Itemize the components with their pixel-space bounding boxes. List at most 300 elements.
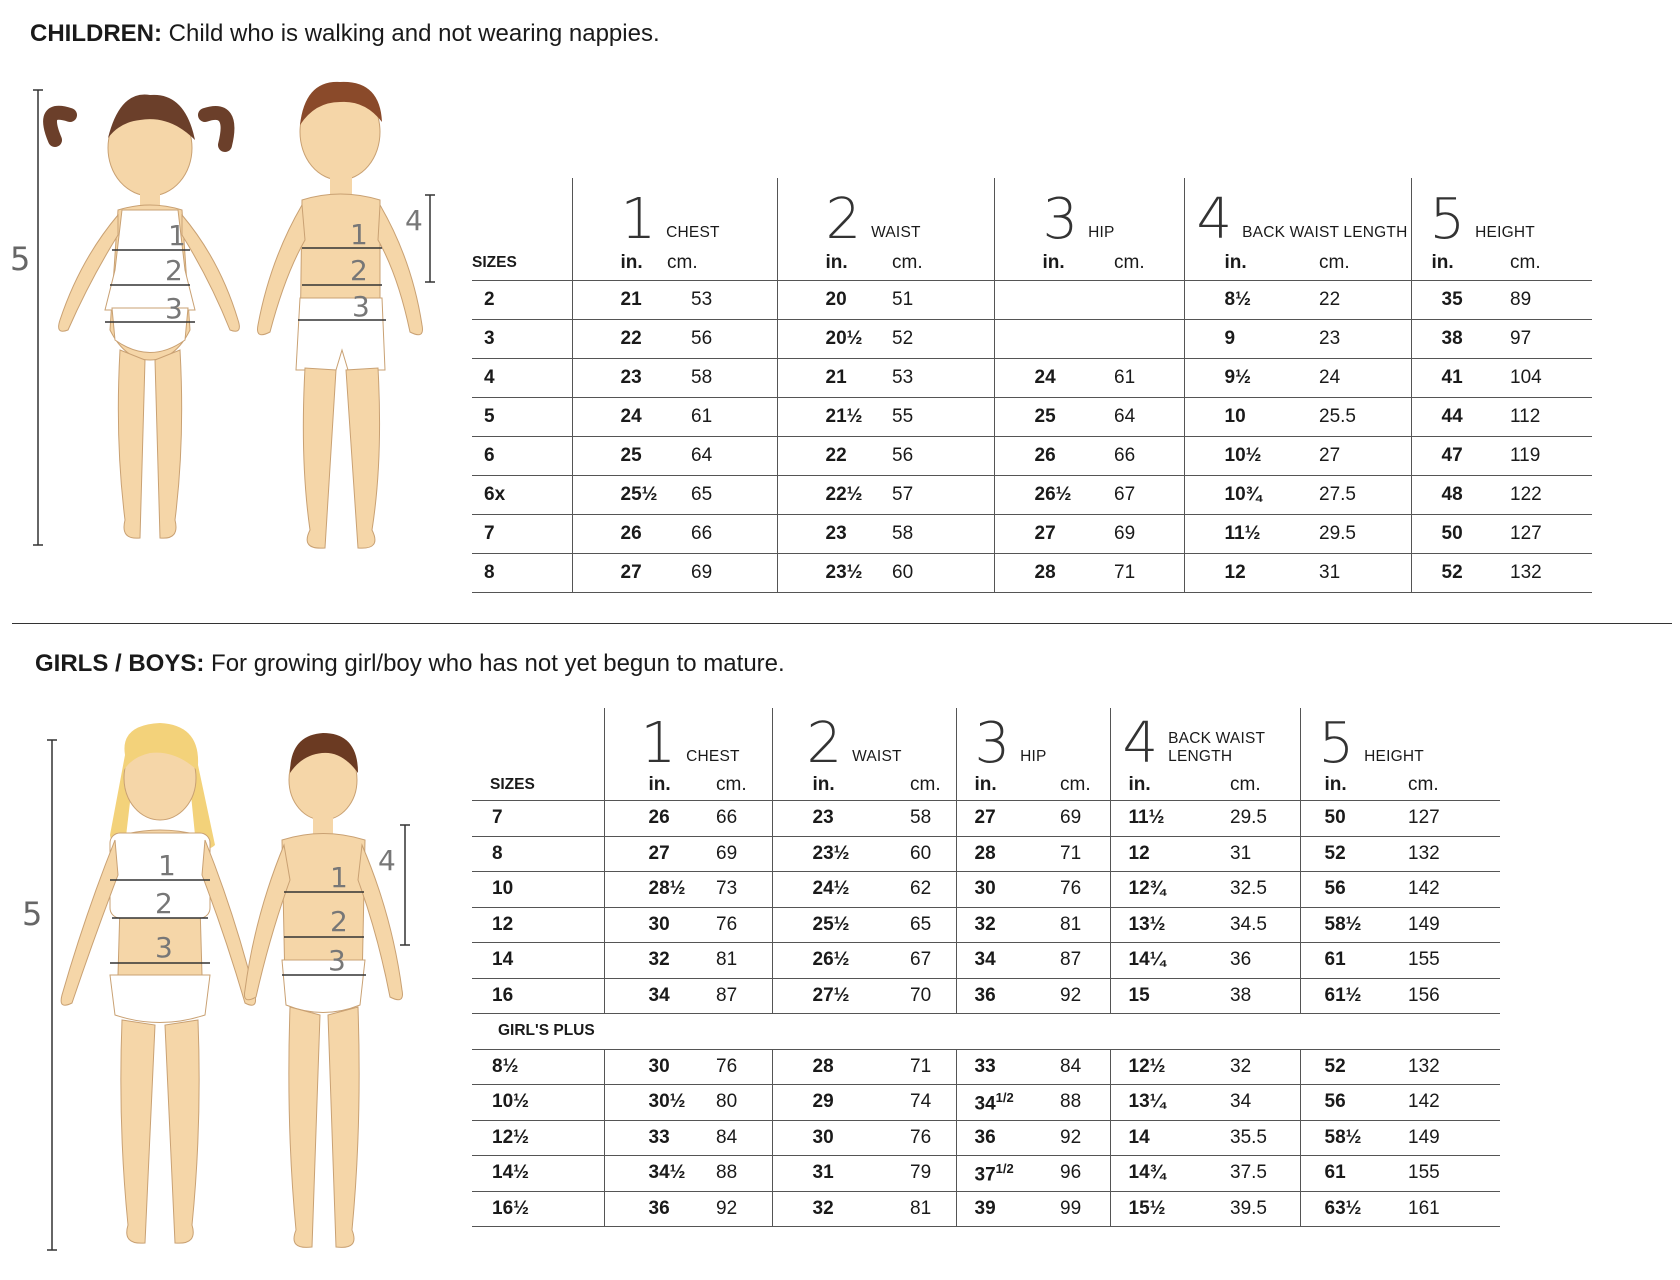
value-in: 12½ bbox=[1110, 1049, 1200, 1085]
measurement-waist: 2 WAIST bbox=[772, 708, 956, 770]
children-table-body bbox=[472, 281, 1592, 593]
value-in: 23 bbox=[572, 359, 667, 398]
value-cm: 55 bbox=[872, 398, 994, 437]
value-in: 13½ bbox=[1110, 907, 1200, 943]
section-title-bold: GIRLS / BOYS: bbox=[35, 650, 205, 677]
unit-cm: cm. bbox=[694, 770, 772, 801]
value-in: 32 bbox=[604, 943, 694, 979]
value-cm: 32.5 bbox=[1200, 872, 1300, 908]
value-in bbox=[994, 320, 1094, 359]
value-cm: 127 bbox=[1390, 801, 1500, 837]
size-cell: 3 bbox=[472, 320, 572, 359]
value-in: 10½ bbox=[1184, 437, 1279, 476]
size-cell: 8 bbox=[472, 554, 572, 593]
value-cm: 84 bbox=[1036, 1049, 1110, 1085]
value-in: 11½ bbox=[1184, 515, 1279, 554]
value-in: 58½ bbox=[1300, 907, 1390, 943]
value-in: 35 bbox=[1411, 281, 1506, 320]
value-in: 32 bbox=[956, 907, 1036, 943]
value-cm: 34 bbox=[1200, 1085, 1300, 1121]
size-cell: 10½ bbox=[472, 1085, 604, 1121]
value-cm: 67 bbox=[862, 943, 956, 979]
value-cm: 92 bbox=[1036, 978, 1110, 1014]
value-in: 24 bbox=[994, 359, 1094, 398]
size-cell: 14½ bbox=[472, 1156, 604, 1192]
unit-in: in. bbox=[777, 246, 872, 281]
unit-cm: cm. bbox=[1390, 770, 1500, 801]
boy-fig-label-2: 2 bbox=[330, 905, 348, 938]
value-in: 34 bbox=[604, 978, 694, 1014]
value-in: 36 bbox=[956, 978, 1036, 1014]
value-cm: 34.5 bbox=[1200, 907, 1300, 943]
unit-in: in. bbox=[1110, 770, 1200, 801]
boy-fig-label-4: 4 bbox=[405, 204, 423, 237]
unit-in: in. bbox=[956, 770, 1036, 801]
size-cell: 12½ bbox=[472, 1120, 604, 1156]
unit-cm: cm. bbox=[1506, 246, 1592, 281]
value-in: 30 bbox=[604, 1049, 694, 1085]
value-in: 12 bbox=[1110, 836, 1200, 872]
unit-cm: cm. bbox=[872, 246, 994, 281]
girls-boys-section bbox=[0, 630, 1680, 1280]
value-in: 44 bbox=[1411, 398, 1506, 437]
value-in: 30 bbox=[772, 1120, 862, 1156]
value-cm: 155 bbox=[1390, 1156, 1500, 1192]
measurement-hip: 3 HIP bbox=[956, 708, 1110, 770]
fig-label-3: 3 bbox=[165, 292, 183, 325]
table-row bbox=[472, 1049, 1500, 1085]
value-cm: 155 bbox=[1390, 943, 1500, 979]
section-title-bold: CHILDREN: bbox=[30, 20, 162, 47]
value-cm: 84 bbox=[694, 1120, 772, 1156]
value-in: 52 bbox=[1411, 554, 1506, 593]
value-cm: 71 bbox=[1094, 554, 1184, 593]
value-cm: 87 bbox=[694, 978, 772, 1014]
value-in: 48 bbox=[1411, 476, 1506, 515]
value-cm: 76 bbox=[862, 1120, 956, 1156]
value-cm: 81 bbox=[694, 943, 772, 979]
measurement-chest: 1 CHEST bbox=[572, 178, 777, 246]
value-in: 26½ bbox=[994, 476, 1094, 515]
boy-fig-label-3: 3 bbox=[352, 290, 370, 323]
unit-in: in. bbox=[1184, 246, 1279, 281]
value-in: 21½ bbox=[777, 398, 872, 437]
unit-cm: cm. bbox=[1094, 246, 1184, 281]
value-cm: 69 bbox=[1036, 801, 1110, 837]
girl-figure bbox=[50, 95, 239, 539]
value-in: 27 bbox=[956, 801, 1036, 837]
value-in: 36 bbox=[956, 1120, 1036, 1156]
unit-in: in. bbox=[572, 246, 667, 281]
unit-in: in. bbox=[994, 246, 1094, 281]
fig-label-2: 2 bbox=[165, 254, 183, 287]
table-row bbox=[472, 476, 1592, 515]
table-row bbox=[472, 281, 1592, 320]
size-cell: 7 bbox=[472, 515, 572, 554]
value-cm: 132 bbox=[1390, 1049, 1500, 1085]
size-cell: 6x bbox=[472, 476, 572, 515]
girls-plus-group-row bbox=[472, 1014, 1500, 1050]
unit-in: in. bbox=[604, 770, 694, 801]
value-cm: 69 bbox=[1094, 515, 1184, 554]
value-cm: 76 bbox=[694, 907, 772, 943]
fig-label-2: 2 bbox=[155, 887, 173, 920]
value-in: 9 bbox=[1184, 320, 1279, 359]
unit-cm: cm. bbox=[1279, 246, 1411, 281]
value-cm: 127 bbox=[1506, 515, 1592, 554]
value-cm: 142 bbox=[1390, 1085, 1500, 1121]
value-in: 41 bbox=[1411, 359, 1506, 398]
children-size-table bbox=[472, 178, 1592, 593]
value-in: $34^{1/2}$ bbox=[956, 1085, 1036, 1121]
size-cell: 8½ bbox=[472, 1049, 604, 1085]
value-in: 14¼ bbox=[1110, 943, 1200, 979]
fig-label-3: 3 bbox=[155, 931, 173, 964]
value-cm: 22 bbox=[1279, 281, 1411, 320]
value-cm: 66 bbox=[1094, 437, 1184, 476]
table-row bbox=[472, 1085, 1500, 1121]
value-cm: 156 bbox=[1390, 978, 1500, 1014]
value-in: 20 bbox=[777, 281, 872, 320]
value-in: 36 bbox=[604, 1191, 694, 1227]
value-cm: 132 bbox=[1390, 836, 1500, 872]
value-cm: 64 bbox=[1094, 398, 1184, 437]
value-in: 22 bbox=[572, 320, 667, 359]
value-cm: 73 bbox=[694, 872, 772, 908]
value-cm: 71 bbox=[1036, 836, 1110, 872]
unit-cm: cm. bbox=[862, 770, 956, 801]
value-cm: 60 bbox=[872, 554, 994, 593]
value-in: 34½ bbox=[604, 1156, 694, 1192]
value-in: 63½ bbox=[1300, 1191, 1390, 1227]
measurement-height: 5 HEIGHT bbox=[1300, 708, 1500, 770]
value-cm: 119 bbox=[1506, 437, 1592, 476]
size-cell: 12 bbox=[472, 907, 604, 943]
value-cm: 31 bbox=[1279, 554, 1411, 593]
value-in: $37^{1/2}$ bbox=[956, 1156, 1036, 1192]
size-cell: 16½ bbox=[472, 1191, 604, 1227]
table-row bbox=[472, 872, 1500, 908]
table-row bbox=[472, 437, 1592, 476]
measurement-back-waist-length: 4 BACK WAIST LENGTH bbox=[1184, 178, 1411, 246]
value-cm: 81 bbox=[862, 1191, 956, 1227]
table-row bbox=[472, 320, 1592, 359]
value-in bbox=[994, 281, 1094, 320]
value-cm: 79 bbox=[862, 1156, 956, 1192]
table-row bbox=[472, 359, 1592, 398]
value-cm bbox=[1094, 281, 1184, 320]
value-cm: 66 bbox=[694, 801, 772, 837]
value-in: 22 bbox=[777, 437, 872, 476]
value-cm: 53 bbox=[872, 359, 994, 398]
value-cm: 80 bbox=[694, 1085, 772, 1121]
value-cm: 149 bbox=[1390, 907, 1500, 943]
table-row bbox=[472, 554, 1592, 593]
value-in: 32 bbox=[772, 1191, 862, 1227]
value-cm: 88 bbox=[694, 1156, 772, 1192]
value-cm: 66 bbox=[667, 515, 777, 554]
measurement-header-row bbox=[472, 708, 1500, 770]
value-in: 50 bbox=[1411, 515, 1506, 554]
value-in: 56 bbox=[1300, 872, 1390, 908]
value-in: 38 bbox=[1411, 320, 1506, 359]
fig-label-1: 1 bbox=[168, 219, 186, 252]
fig-label-5: 5 bbox=[10, 240, 31, 278]
table-row bbox=[472, 398, 1592, 437]
hip-fraction: 1/2 bbox=[995, 1089, 1014, 1105]
value-cm: 53 bbox=[667, 281, 777, 320]
value-in: 39 bbox=[956, 1191, 1036, 1227]
value-cm: 27.5 bbox=[1279, 476, 1411, 515]
value-cm: 56 bbox=[872, 437, 994, 476]
value-cm: 97 bbox=[1506, 320, 1592, 359]
value-cm: 92 bbox=[694, 1191, 772, 1227]
value-cm bbox=[1094, 320, 1184, 359]
measurement-height: 5 HEIGHT bbox=[1411, 178, 1592, 246]
value-in: 21 bbox=[777, 359, 872, 398]
value-cm: 56 bbox=[667, 320, 777, 359]
measurement-back-waist-length: 4 BACK WAIST LENGTH bbox=[1110, 708, 1300, 770]
value-cm: 70 bbox=[862, 978, 956, 1014]
value-in: 30 bbox=[956, 872, 1036, 908]
unit-in: in. bbox=[1300, 770, 1390, 801]
table-row bbox=[472, 515, 1592, 554]
fig-label-5: 5 bbox=[22, 895, 43, 933]
value-cm: 58 bbox=[862, 801, 956, 837]
value-in: 25 bbox=[572, 437, 667, 476]
value-in: 27½ bbox=[772, 978, 862, 1014]
measurement-chest: 1 CHEST bbox=[604, 708, 772, 770]
value-in: 33 bbox=[956, 1049, 1036, 1085]
value-cm: 161 bbox=[1390, 1191, 1500, 1227]
size-cell: 8 bbox=[472, 836, 604, 872]
size-cell: 16 bbox=[472, 978, 604, 1014]
value-in: 26 bbox=[604, 801, 694, 837]
value-cm: 65 bbox=[667, 476, 777, 515]
value-in: 13¼ bbox=[1110, 1085, 1200, 1121]
value-cm: 29.5 bbox=[1279, 515, 1411, 554]
value-cm: 23 bbox=[1279, 320, 1411, 359]
value-in: 23 bbox=[772, 801, 862, 837]
value-in: 25½ bbox=[772, 907, 862, 943]
value-cm: 65 bbox=[862, 907, 956, 943]
size-cell: 4 bbox=[472, 359, 572, 398]
value-cm: 96 bbox=[1036, 1156, 1110, 1192]
value-in: 28½ bbox=[604, 872, 694, 908]
value-cm: 25.5 bbox=[1279, 398, 1411, 437]
value-in: 23½ bbox=[777, 554, 872, 593]
size-cell: 7 bbox=[472, 801, 604, 837]
value-in: 31 bbox=[772, 1156, 862, 1192]
value-in: 25 bbox=[994, 398, 1094, 437]
value-cm: 24 bbox=[1279, 359, 1411, 398]
section-title bbox=[30, 20, 660, 48]
value-in: 61 bbox=[1300, 943, 1390, 979]
value-cm: 29.5 bbox=[1200, 801, 1300, 837]
value-cm: 76 bbox=[694, 1049, 772, 1085]
boy-fig-label-3: 3 bbox=[328, 944, 346, 977]
value-in: 23 bbox=[777, 515, 872, 554]
value-in: 30½ bbox=[604, 1085, 694, 1121]
value-cm: 31 bbox=[1200, 836, 1300, 872]
boy-fig-label-1: 1 bbox=[350, 218, 368, 251]
value-in: 27 bbox=[604, 836, 694, 872]
boy-fig-label-2: 2 bbox=[350, 254, 368, 287]
boy-figure bbox=[244, 733, 410, 1247]
value-in: 61 bbox=[1300, 1156, 1390, 1192]
value-in: 33 bbox=[604, 1120, 694, 1156]
size-cell: 14 bbox=[472, 943, 604, 979]
value-cm: 149 bbox=[1390, 1120, 1500, 1156]
value-cm: 81 bbox=[1036, 907, 1110, 943]
value-cm: 32 bbox=[1200, 1049, 1300, 1085]
girls-boys-table-body bbox=[472, 801, 1500, 1227]
table-row bbox=[472, 801, 1500, 837]
value-in: 27 bbox=[994, 515, 1094, 554]
value-in: 12 bbox=[1184, 554, 1279, 593]
value-in: 28 bbox=[956, 836, 1036, 872]
value-in: 14¾ bbox=[1110, 1156, 1200, 1192]
value-cm: 132 bbox=[1506, 554, 1592, 593]
value-in: 56 bbox=[1300, 1085, 1390, 1121]
value-cm: 64 bbox=[667, 437, 777, 476]
table-row bbox=[472, 978, 1500, 1014]
unit-header-row bbox=[472, 246, 1592, 281]
value-in: 20½ bbox=[777, 320, 872, 359]
value-cm: 62 bbox=[862, 872, 956, 908]
table-row bbox=[472, 836, 1500, 872]
value-in: 24½ bbox=[772, 872, 862, 908]
value-in: 34 bbox=[956, 943, 1036, 979]
value-cm: 51 bbox=[872, 281, 994, 320]
value-cm: 88 bbox=[1036, 1085, 1110, 1121]
value-cm: 52 bbox=[872, 320, 994, 359]
section-title-text: Child who is walking and not wearing nappies. bbox=[162, 20, 660, 47]
value-cm: 61 bbox=[1094, 359, 1184, 398]
group-label: GIRL'S PLUS bbox=[472, 1014, 1500, 1050]
table-row bbox=[472, 1120, 1500, 1156]
value-cm: 67 bbox=[1094, 476, 1184, 515]
value-in: 25½ bbox=[572, 476, 667, 515]
value-in: 28 bbox=[772, 1049, 862, 1085]
measurement-hip: 3 HIP bbox=[994, 178, 1184, 246]
value-in: 9½ bbox=[1184, 359, 1279, 398]
value-in: 30 bbox=[604, 907, 694, 943]
value-in: 8½ bbox=[1184, 281, 1279, 320]
value-in: 50 bbox=[1300, 801, 1390, 837]
boy-figure bbox=[258, 82, 436, 548]
value-cm: 99 bbox=[1036, 1191, 1110, 1227]
size-cell: 5 bbox=[472, 398, 572, 437]
boy-fig-label-4: 4 bbox=[378, 844, 396, 877]
value-cm: 92 bbox=[1036, 1120, 1110, 1156]
value-cm: 27 bbox=[1279, 437, 1411, 476]
value-cm: 89 bbox=[1506, 281, 1592, 320]
value-cm: 35.5 bbox=[1200, 1120, 1300, 1156]
value-cm: 69 bbox=[694, 836, 772, 872]
value-in: 26 bbox=[994, 437, 1094, 476]
girls-boys-size-table bbox=[472, 708, 1500, 1227]
measurement-header-row bbox=[472, 178, 1592, 246]
value-in: 26½ bbox=[772, 943, 862, 979]
value-in: 28 bbox=[994, 554, 1094, 593]
value-cm: 38 bbox=[1200, 978, 1300, 1014]
unit-in: in. bbox=[1411, 246, 1506, 281]
unit-cm: cm. bbox=[667, 246, 777, 281]
table-row bbox=[472, 943, 1500, 979]
value-cm: 122 bbox=[1506, 476, 1592, 515]
value-cm: 37.5 bbox=[1200, 1156, 1300, 1192]
table-row bbox=[472, 1191, 1500, 1227]
value-cm: 58 bbox=[667, 359, 777, 398]
table-row bbox=[472, 907, 1500, 943]
value-in: 26 bbox=[572, 515, 667, 554]
value-cm: 69 bbox=[667, 554, 777, 593]
size-cell: 6 bbox=[472, 437, 572, 476]
value-in: 47 bbox=[1411, 437, 1506, 476]
value-in: 15½ bbox=[1110, 1191, 1200, 1227]
unit-in: in. bbox=[772, 770, 862, 801]
value-in: 10 bbox=[1184, 398, 1279, 437]
value-in: 10¾ bbox=[1184, 476, 1279, 515]
value-cm: 58 bbox=[872, 515, 994, 554]
value-in: 24 bbox=[572, 398, 667, 437]
value-cm: 60 bbox=[862, 836, 956, 872]
hip-fraction: 1/2 bbox=[995, 1160, 1014, 1176]
value-cm: 57 bbox=[872, 476, 994, 515]
children-figure-illustration bbox=[0, 60, 450, 580]
value-in: 14 bbox=[1110, 1120, 1200, 1156]
size-cell: 2 bbox=[472, 281, 572, 320]
value-cm: 76 bbox=[1036, 872, 1110, 908]
sizes-header: SIZES bbox=[472, 246, 572, 281]
value-in: 61½ bbox=[1300, 978, 1390, 1014]
value-in: 15 bbox=[1110, 978, 1200, 1014]
girls-boys-figure-illustration bbox=[0, 685, 450, 1265]
section-divider bbox=[12, 623, 1672, 624]
children-section bbox=[0, 0, 1680, 620]
value-in: 27 bbox=[572, 554, 667, 593]
value-cm: 61 bbox=[667, 398, 777, 437]
value-in: 52 bbox=[1300, 1049, 1390, 1085]
value-in: 12¾ bbox=[1110, 872, 1200, 908]
value-in: 21 bbox=[572, 281, 667, 320]
value-in: 58½ bbox=[1300, 1120, 1390, 1156]
value-cm: 74 bbox=[862, 1085, 956, 1121]
sizes-header: SIZES bbox=[472, 770, 604, 801]
value-cm: 71 bbox=[862, 1049, 956, 1085]
unit-cm: cm. bbox=[1200, 770, 1300, 801]
value-cm: 39.5 bbox=[1200, 1191, 1300, 1227]
value-cm: 104 bbox=[1506, 359, 1592, 398]
section-title bbox=[35, 650, 785, 678]
value-cm: 87 bbox=[1036, 943, 1110, 979]
girl-figure bbox=[61, 723, 255, 1243]
value-in: 29 bbox=[772, 1085, 862, 1121]
value-cm: 36 bbox=[1200, 943, 1300, 979]
boy-fig-label-1: 1 bbox=[330, 861, 348, 894]
value-in: 22½ bbox=[777, 476, 872, 515]
value-in: 52 bbox=[1300, 836, 1390, 872]
measurement-waist: 2 WAIST bbox=[777, 178, 994, 246]
value-in: 11½ bbox=[1110, 801, 1200, 837]
unit-header-row bbox=[472, 770, 1500, 801]
section-title-text: For growing girl/boy who has not yet begun to mature. bbox=[204, 650, 785, 677]
fig-label-1: 1 bbox=[158, 849, 176, 882]
value-cm: 142 bbox=[1390, 872, 1500, 908]
value-in: 23½ bbox=[772, 836, 862, 872]
table-row bbox=[472, 1156, 1500, 1192]
